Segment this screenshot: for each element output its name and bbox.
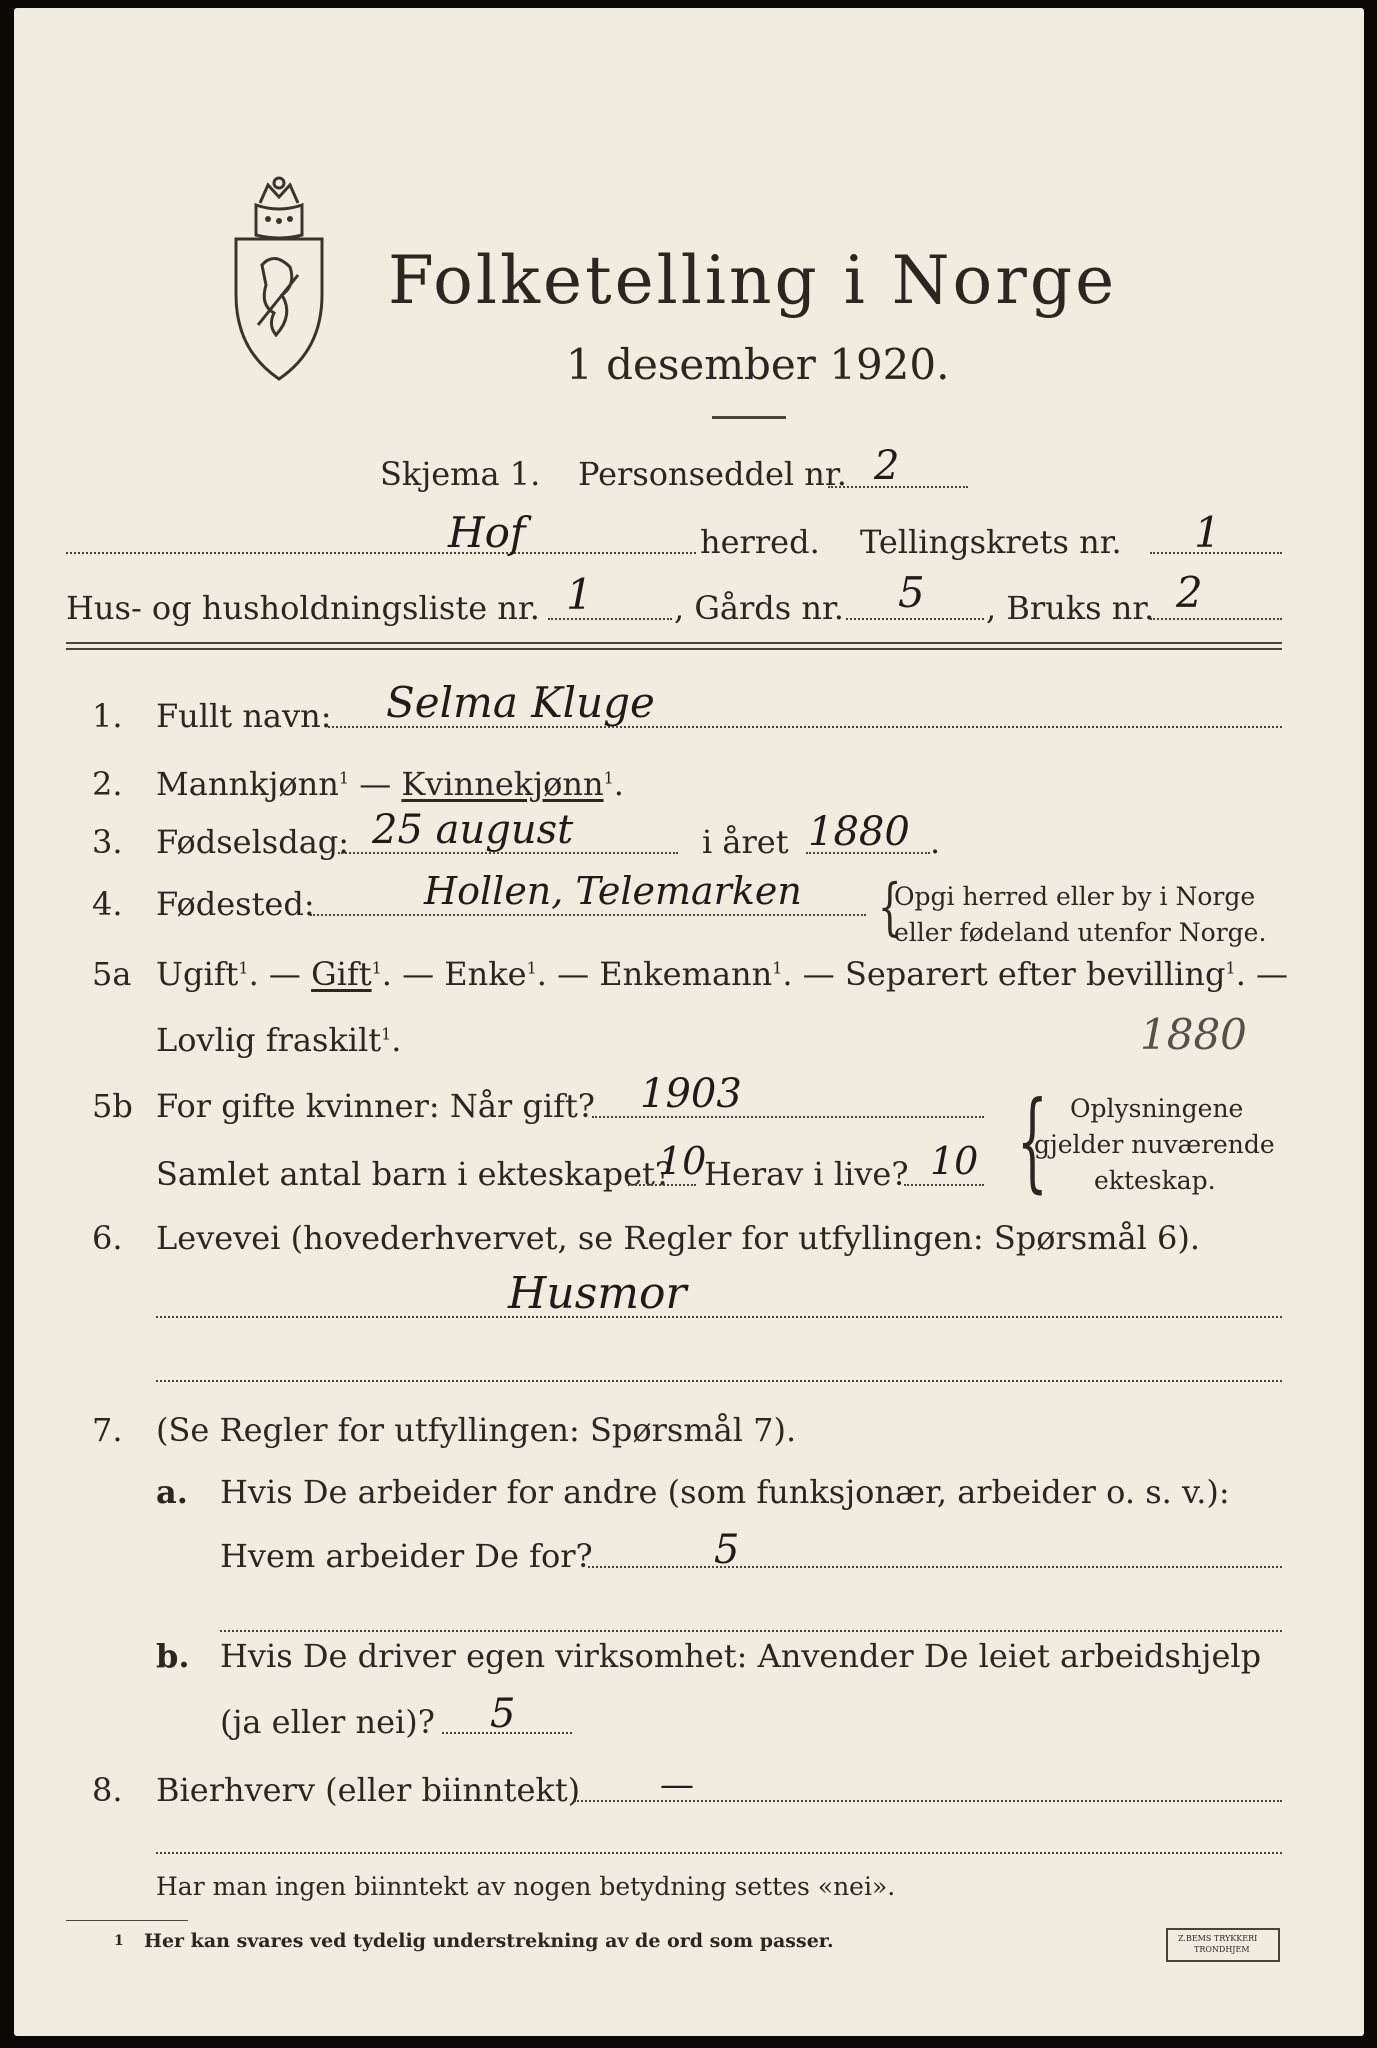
herred-line — [66, 552, 696, 554]
footnote-text: Her kan svares ved tydelig understrekning av de ord som passer. — [144, 1930, 834, 1952]
bruks-value: 2 — [1176, 568, 1203, 617]
q5a-options: Ugift$^1$. — Gift$^1$. — Enke$^1$. — Enkemann$^1$. — Separert efter bevilling$^1$. — — [156, 955, 1289, 993]
q5b-label: For gifte kvinner: Når gift? — [156, 1087, 595, 1125]
q3-label: Fødselsdag: — [156, 823, 350, 861]
q6-line-1 — [156, 1316, 1282, 1318]
gards-value: 5 — [898, 568, 925, 617]
q7-number: 7. — [92, 1411, 123, 1449]
q3-year-label: i året — [702, 823, 789, 861]
q5a-margin-note: 1880 — [1140, 1010, 1247, 1059]
q5b-note-2: gjelder nuværende — [1034, 1130, 1275, 1159]
q5a-number: 5a — [92, 955, 132, 993]
q6-value: Husmor — [508, 1268, 687, 1319]
q8-label: Bierhverv (eller biinntekt) — [156, 1771, 581, 1809]
q5b-live-label: Herav i live? — [704, 1155, 909, 1193]
q2-gender-options: Mannkjønn$^1$ — Kvinnekjønn$^1$. — [156, 765, 624, 803]
title-divider — [712, 416, 786, 419]
q2-mannkjonn: Mannkjønn — [156, 765, 339, 803]
q7-label: (Se Regler for utfyllingen: Spørsmål 7). — [156, 1411, 797, 1449]
herred-label: herred. — [700, 523, 820, 561]
q5b-number: 5b — [92, 1087, 133, 1125]
q7b-question: (ja eller nei)? — [220, 1703, 435, 1741]
hus-value: 1 — [566, 570, 593, 619]
q5b-barn-value: 10 — [658, 1139, 707, 1183]
printer-stamp — [1166, 1928, 1280, 1962]
q8-value: — — [660, 1765, 694, 1805]
tellingskrets-value: 1 — [1194, 508, 1221, 557]
q7a-line — [588, 1566, 1282, 1568]
q5a-gift-underlined: Gift — [311, 955, 372, 993]
q5b-live-value: 10 — [930, 1139, 979, 1183]
q3-year-value: 1880 — [808, 809, 910, 855]
q4-brace: { — [877, 870, 902, 943]
q7b-value: 5 — [490, 1691, 516, 1737]
herred-value: Hof — [448, 508, 526, 557]
census-date: 1 desember 1920. — [566, 340, 950, 389]
header-double-rule-2 — [66, 648, 1282, 650]
q1-value: Selma Kluge — [386, 678, 655, 727]
footnote-rule — [66, 1920, 188, 1921]
q7a-line-2 — [220, 1630, 1282, 1632]
q5b-value: 1903 — [640, 1071, 742, 1117]
q5a-line2: Lovlig fraskilt$^1$. — [156, 1021, 402, 1059]
skjema-label: Skjema 1. — [380, 455, 541, 493]
q8-note: Har man ingen biinntekt av nogen betydning settes «nei». — [156, 1872, 896, 1901]
stamp-line-1: Z.BEMS TRYKKERI — [1178, 1934, 1258, 1943]
q6-label: Levevei (hovederhvervet, se Regler for utfyllingen: Spørsmål 6). — [156, 1219, 1201, 1257]
gards-line — [846, 618, 984, 620]
q7b-label: Hvis De driver egen virksomhet: Anvender De leiet arbeidshjelp — [220, 1637, 1262, 1675]
q3-day-value: 25 august — [372, 807, 574, 853]
personseddel-value: 2 — [874, 443, 900, 489]
tellingskrets-label: Tellingskrets nr. — [860, 523, 1122, 561]
q6-line-2 — [156, 1380, 1282, 1382]
q5b-live-line — [904, 1184, 984, 1186]
q5b-barn-line — [628, 1184, 696, 1186]
q4-number: 4. — [92, 885, 123, 923]
q2-kvinnekjonn-underlined: Kvinnekjønn — [401, 765, 604, 803]
bruks-line — [1150, 618, 1282, 620]
q7a-value: 5 — [714, 1527, 740, 1573]
footnote-number: 1 — [114, 1933, 124, 1949]
q1-label: Fullt navn: — [156, 697, 332, 735]
q2-number: 2. — [92, 765, 123, 803]
stamp-line-2: TRONDHJEM — [1194, 1945, 1250, 1954]
q3-number: 3. — [92, 823, 123, 861]
bruks-label: , Bruks nr. — [986, 589, 1155, 627]
q5b-barn-label: Samlet antal barn i ekteskapet? — [156, 1155, 673, 1193]
q4-value: Hollen, Telemarken — [424, 869, 802, 913]
header-double-rule-1 — [66, 642, 1282, 644]
hus-label: Hus- og husholdningsliste nr. — [66, 589, 540, 627]
personseddel-label: Personseddel nr. — [578, 455, 847, 493]
q5b-note-1: Oplysningene — [1070, 1094, 1244, 1123]
q3-end: . — [930, 823, 941, 861]
q1-number: 1. — [92, 697, 123, 735]
q4-note-1: Opgi herred eller by i Norge — [894, 882, 1256, 911]
q5b-note-3: ekteskap. — [1094, 1166, 1216, 1195]
q7a-question: Hvem arbeider De for? — [220, 1537, 593, 1575]
q6-number: 6. — [92, 1219, 123, 1257]
q4-line — [310, 914, 866, 916]
q4-label: Fødested: — [156, 885, 315, 923]
form-title: Folketelling i Norge — [388, 242, 1118, 319]
gards-label: , Gårds nr. — [674, 589, 844, 627]
q4-note-2: eller fødeland utenfor Norge. — [894, 918, 1267, 947]
q7a-label: Hvis De arbeider for andre (som funksjonær, arbeider o. s. v.): — [220, 1473, 1230, 1511]
norway-coat-of-arms-icon — [222, 175, 337, 385]
q7a-letter: a. — [156, 1473, 188, 1511]
q8-line-2 — [156, 1852, 1282, 1854]
q7b-letter: b. — [156, 1637, 190, 1675]
q5b-brace: { — [1016, 1079, 1048, 1204]
q8-number: 8. — [92, 1771, 123, 1809]
